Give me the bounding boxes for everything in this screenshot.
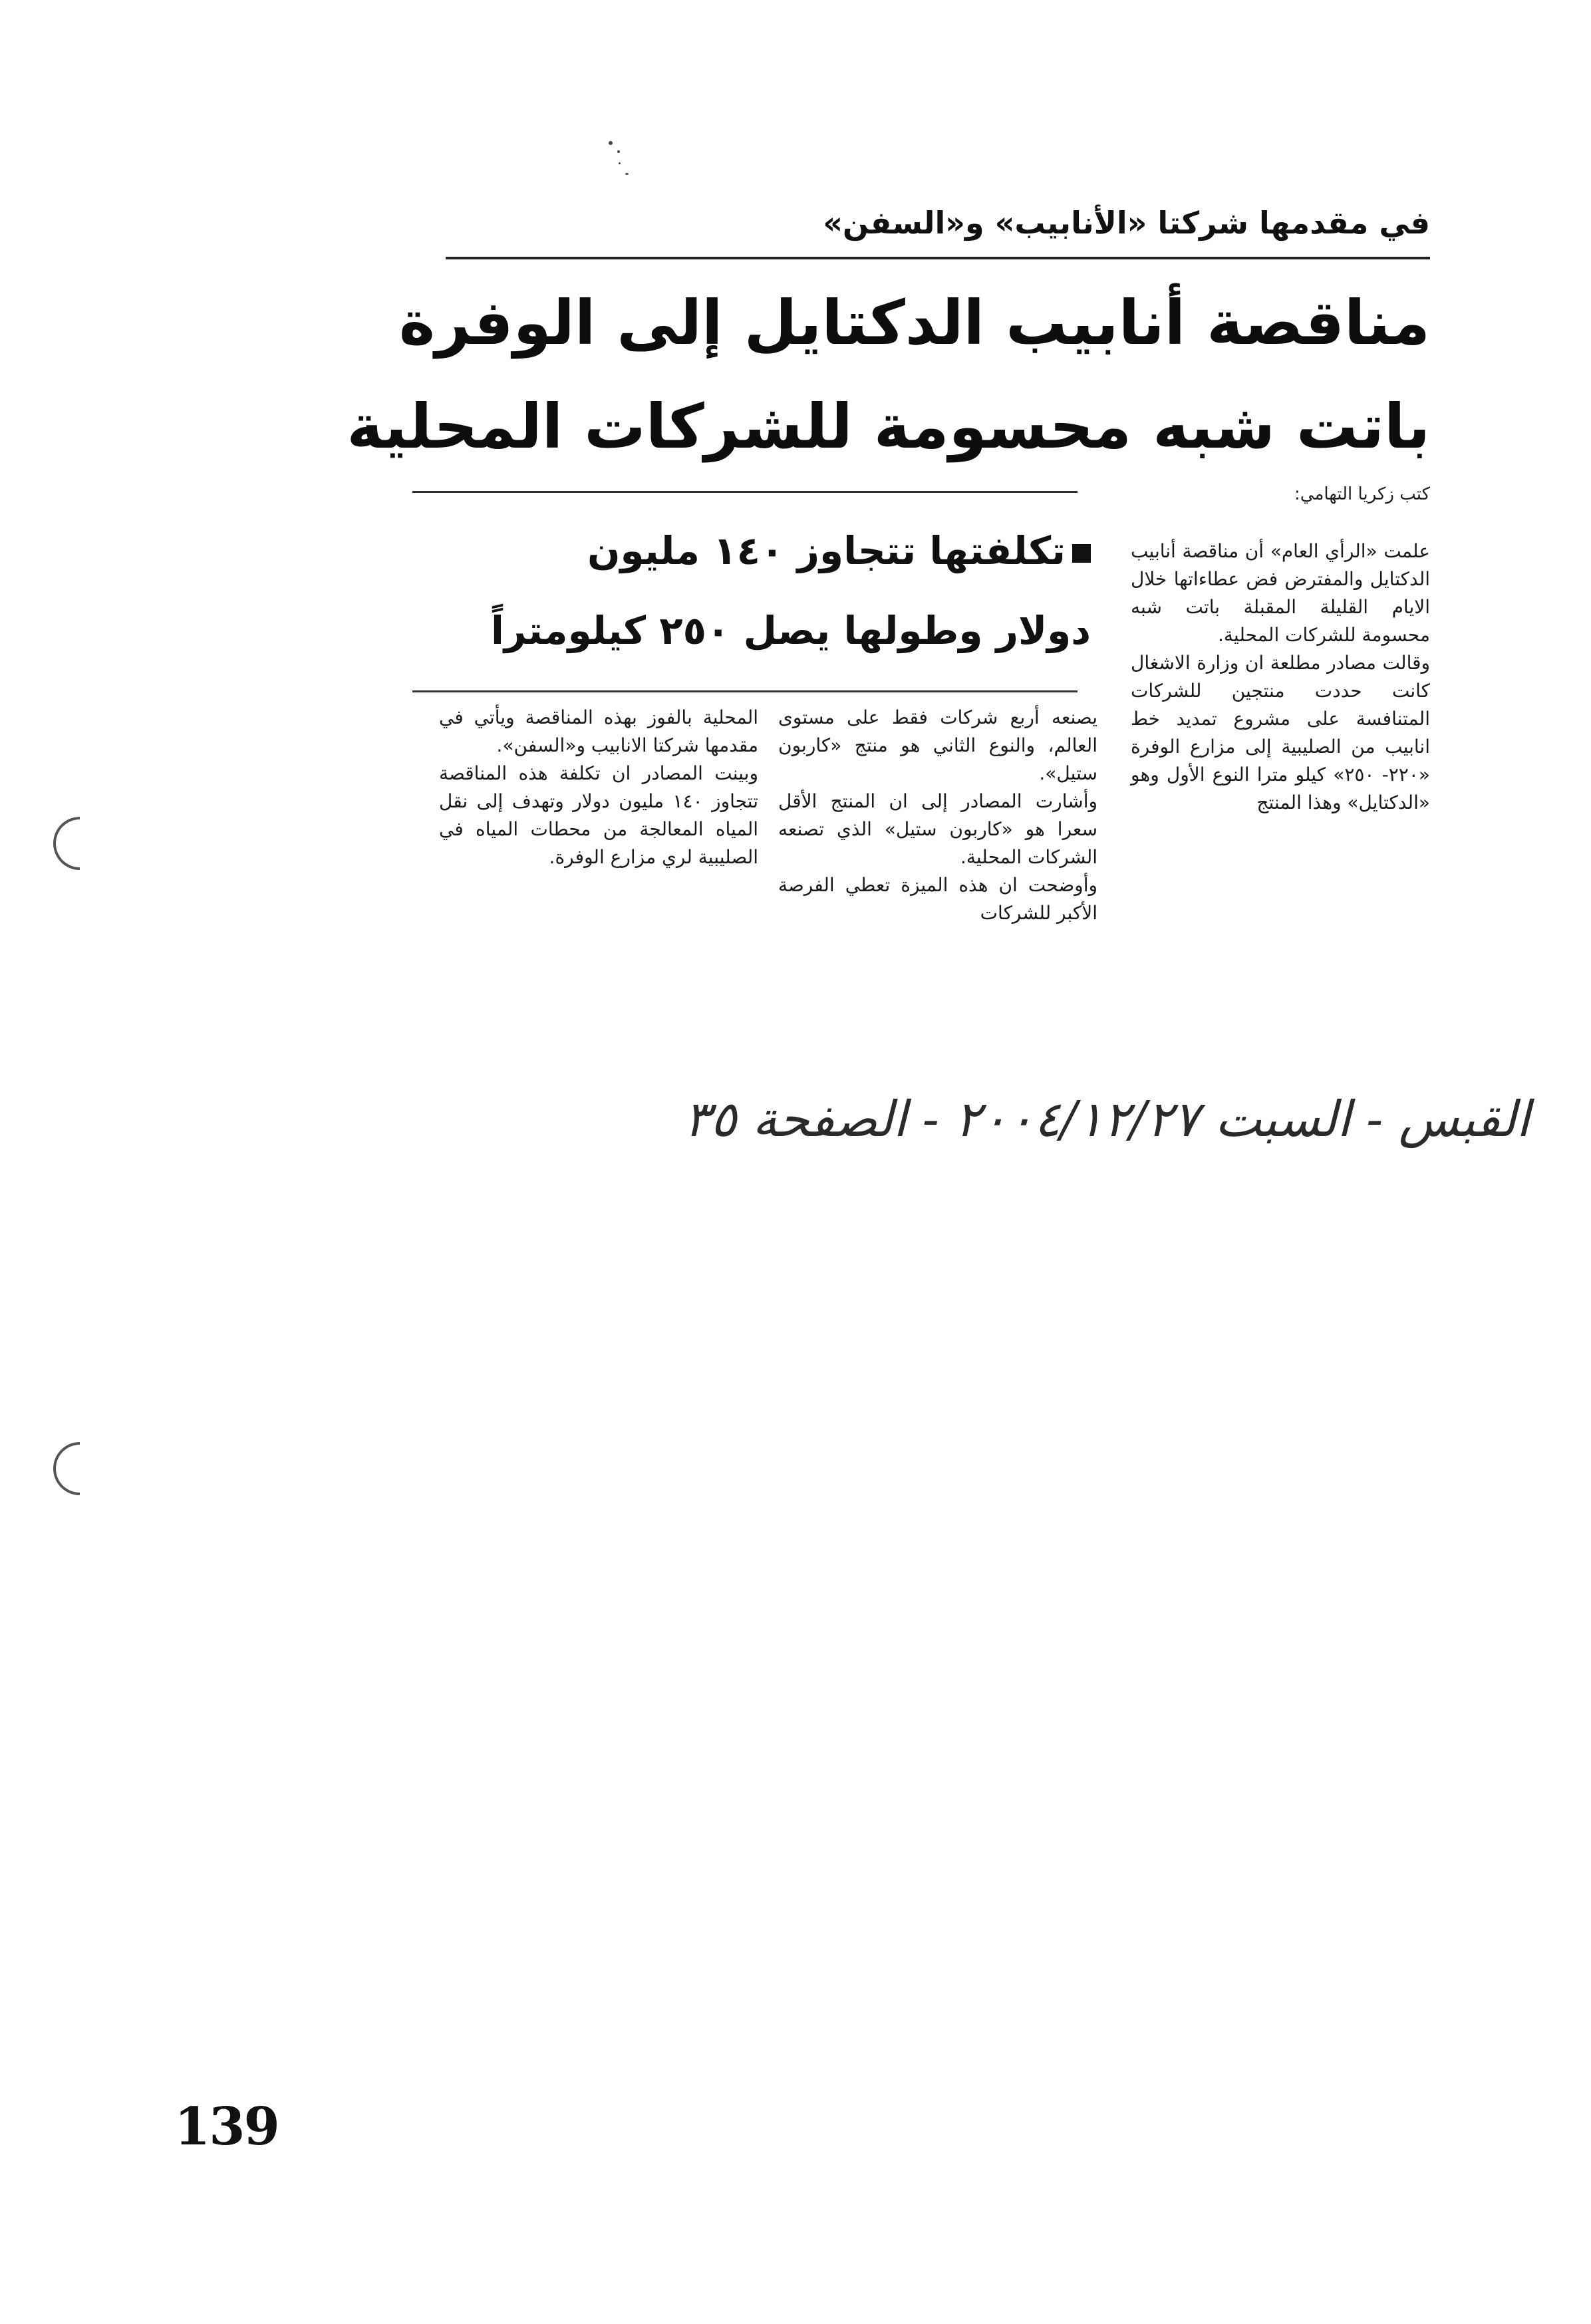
scan-speck xyxy=(625,173,629,175)
handwritten-source-note: القبس - السبت ٢٠٠٤/١٢/٢٧ - الصفحة ٣٥ xyxy=(684,1091,1530,1148)
article-column-3 xyxy=(439,704,758,871)
paragraph: وأوضحت ان هذه الميزة تعطي الفرصة الأكبر للشركات xyxy=(778,874,1097,924)
paragraph: يصنعه أربع شركات فقط على مستوى العالم، والنوع الثاني هو منتج «كاربون ستيل». xyxy=(778,706,1097,784)
subheadline-line: دولار وطولها يصل ٢٥٠ كيلومتراً xyxy=(491,608,1091,653)
bullet-square-icon xyxy=(1072,544,1091,563)
article-subheadline xyxy=(412,511,1091,670)
subhead-top-rule xyxy=(412,491,1078,493)
subheadline-line xyxy=(412,511,1091,591)
punch-hole-icon xyxy=(53,1442,80,1495)
paragraph: وقالت مصادر مطلعة ان وزارة الاشغال كانت حددت منتجين للشركات المتنافسة على مشروع تمديد خط انابيب من الصليبية إلى مزارع الوفرة «٢٢٠- ٢٥٠» كيلو مترا النوع الأول وهو «الدكتايل» وهذا المنتج xyxy=(1131,652,1430,813)
headline-line: مناقصة أنابيب الدكتايل إلى الوفرة xyxy=(398,287,1430,359)
article-byline: كتب زكريا التهامي: xyxy=(1294,484,1430,504)
paragraph: وبينت المصادر ان تكلفة هذه المناقصة تتجاوز ١٤٠ مليون دولار وتهدف إلى نقل المياه المعالجة من محطات المياه في الصليبية لري مزارع الوفرة. xyxy=(439,762,758,868)
paragraph: علمت «الرأي العام» أن مناقصة أنابيب الدكتايل والمفترض فض عطاءاتها خلال الايام القليلة المقبلة باتت شبه محسومة للشركات المحلية. xyxy=(1131,540,1430,646)
article-column-2 xyxy=(778,704,1097,927)
headline-line: باتت شبه محسومة للشركات المحلية xyxy=(347,391,1430,462)
article-kicker: في مقدمها شركتا «الأنابيب» و«السفن» xyxy=(823,205,1430,241)
punch-hole-icon xyxy=(53,817,80,870)
paragraph: وأشارت المصادر إلى ان المنتج الأقل سعرا هو «كاربون ستيل» الذي تصنعه الشركات المحلية. xyxy=(778,790,1097,868)
article-headline xyxy=(347,271,1430,479)
page-number: 139 xyxy=(174,2097,279,2157)
article-column-1 xyxy=(1131,537,1430,817)
subhead-bottom-rule xyxy=(412,690,1078,692)
paragraph: المحلية بالفوز بهذه المناقصة ويأتي في مقدمها شركتا الانابيب و«السفن». xyxy=(439,706,758,756)
newspaper-clipping xyxy=(347,178,1450,1023)
scan-speck xyxy=(619,162,621,164)
kicker-divider xyxy=(446,257,1430,259)
scan-speck xyxy=(617,150,620,153)
scan-speck xyxy=(609,141,613,145)
subheadline-text: تكلفتها تتجاوز ١٤٠ مليون xyxy=(587,528,1066,573)
